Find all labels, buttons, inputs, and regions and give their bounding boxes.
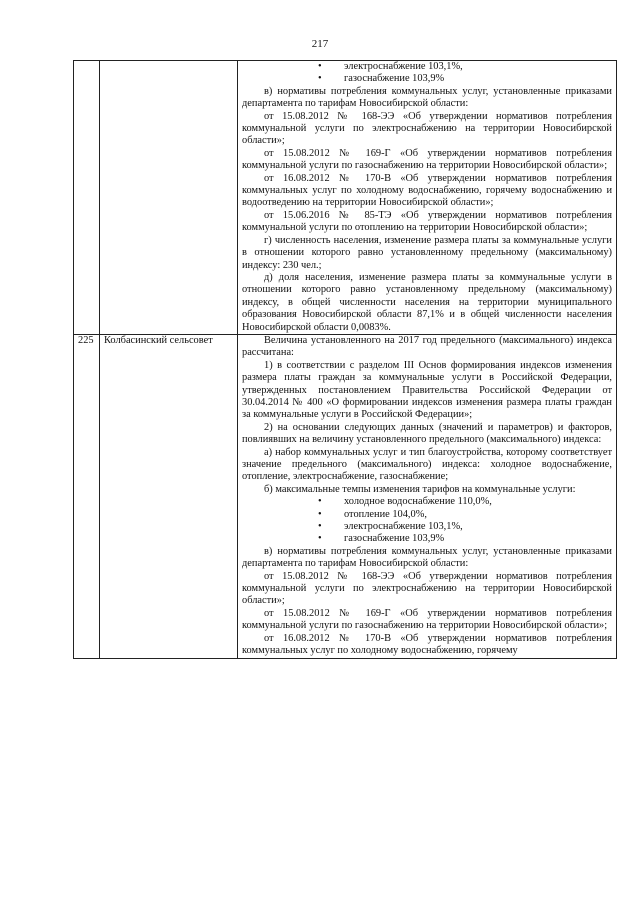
- list-item: • электроснабжение 103,1%,: [318, 61, 612, 73]
- calculation-cell: [238, 61, 617, 335]
- paragraph: в) нормативы потребления коммунальных услуг, установленные приказами департамента по тарифам Новосибирской области:: [242, 545, 612, 570]
- paragraph: 2) на основании следующих данных (значений и параметров) и факторов, повлиявших на величину установленного предельного (максимального) индекса:: [242, 421, 612, 446]
- paragraph: а) набор коммунальных услуг и тип благоустройства, которому соответствует значение предельного (максимального) индекса: холодное водоснабжение, отопление, электроснабжение, газоснабжение;: [242, 446, 612, 483]
- paragraph: от 16.08.2012 № 170-В «Об утверждении нормативов потребления коммунальных услуг по холодному водоснабжению, горячему водоснабжению и водоотведению на территории Новосибирской области»;: [242, 172, 612, 209]
- paragraph: 1) в соответствии с разделом III Основ формирования индексов изменения размера платы граждан за коммунальные услуги в Российской Федерации, утвержденных постановлением Правительства Российской Федерации от 30.04.2014 № 400 «О формировании индексов изменения размера платы граждан за коммунальные услуги в Российской Федерации»;: [242, 359, 612, 421]
- municipality-cell: Колбасинский сельсовет: [100, 334, 238, 658]
- paragraph: б) максимальные темпы изменения тарифов на коммунальные услуги:: [264, 483, 576, 495]
- paragraph: в) нормативы потребления коммунальных услуг, установленные приказами департамента по тарифам Новосибирской области:: [242, 85, 612, 110]
- paragraph: от 15.08.2012 № 169-Г «Об утверждении нормативов потребления коммунальной услуги по газоснабжению на территории Новосибирской области»;: [242, 147, 612, 172]
- list-item: • отопление 104,0%,: [318, 509, 612, 521]
- paragraph: от 15.08.2012 № 168-ЭЭ «Об утверждении нормативов потребления коммунальной услуги по электроснабжению на территории Новосибирской области»;: [242, 110, 612, 147]
- list-item: • электроснабжение 103,1%,: [318, 521, 612, 533]
- row-number-cell: 225: [74, 334, 100, 658]
- paragraph: от 16.08.2012 № 170-В «Об утверждении нормативов потребления коммунальных услуг по холодному водоснабжению, горячему: [242, 632, 612, 657]
- paragraph: г) численность населения, изменение размера платы за коммунальные услуги в отношении которого равно установленному предельному (максимальному) индексу: 230 чел.;: [242, 234, 612, 271]
- calculation-cell: [238, 334, 617, 658]
- list-item: • газоснабжение 103,9%: [318, 73, 612, 85]
- table-row: [74, 61, 617, 335]
- table-row: [74, 334, 617, 658]
- list-item: • холодное водоснабжение 110,0%,: [318, 496, 612, 508]
- list-item: • газоснабжение 103,9%: [318, 533, 612, 545]
- tariff-bullet-list: [242, 61, 612, 86]
- page-number: 217: [311, 38, 329, 50]
- paragraph: д) доля населения, изменение размера платы за коммунальные услуги в отношении которого равно установленному предельному (максимальному) индексу, в общей численности населения на территории муниципального образования Новосибирской области 87,1% и в общей численности населения Новосибирской области 0,0083%.: [242, 271, 612, 333]
- row-number-cell: [74, 61, 100, 335]
- paragraph: от 15.06.2016 № 85-ТЭ «Об утверждении нормативов потребления коммунальной услуги по отоплению на территории Новосибирской области»;: [242, 209, 612, 234]
- tariff-bullet-list: [242, 496, 612, 546]
- paragraph: от 15.08.2012 № 169-Г «Об утверждении нормативов потребления коммунальной услуги по газоснабжению на территории Новосибирской области»;: [242, 607, 612, 632]
- indices-table: [73, 60, 617, 659]
- paragraph: от 15.08.2012 № 168-ЭЭ «Об утверждении нормативов потребления коммунальной услуги по электроснабжению на территории Новосибирской области»;: [242, 570, 612, 607]
- municipality-cell: [100, 61, 238, 335]
- paragraph: Величина установленного на 2017 год предельного (максимального) индекса рассчитана:: [242, 334, 612, 359]
